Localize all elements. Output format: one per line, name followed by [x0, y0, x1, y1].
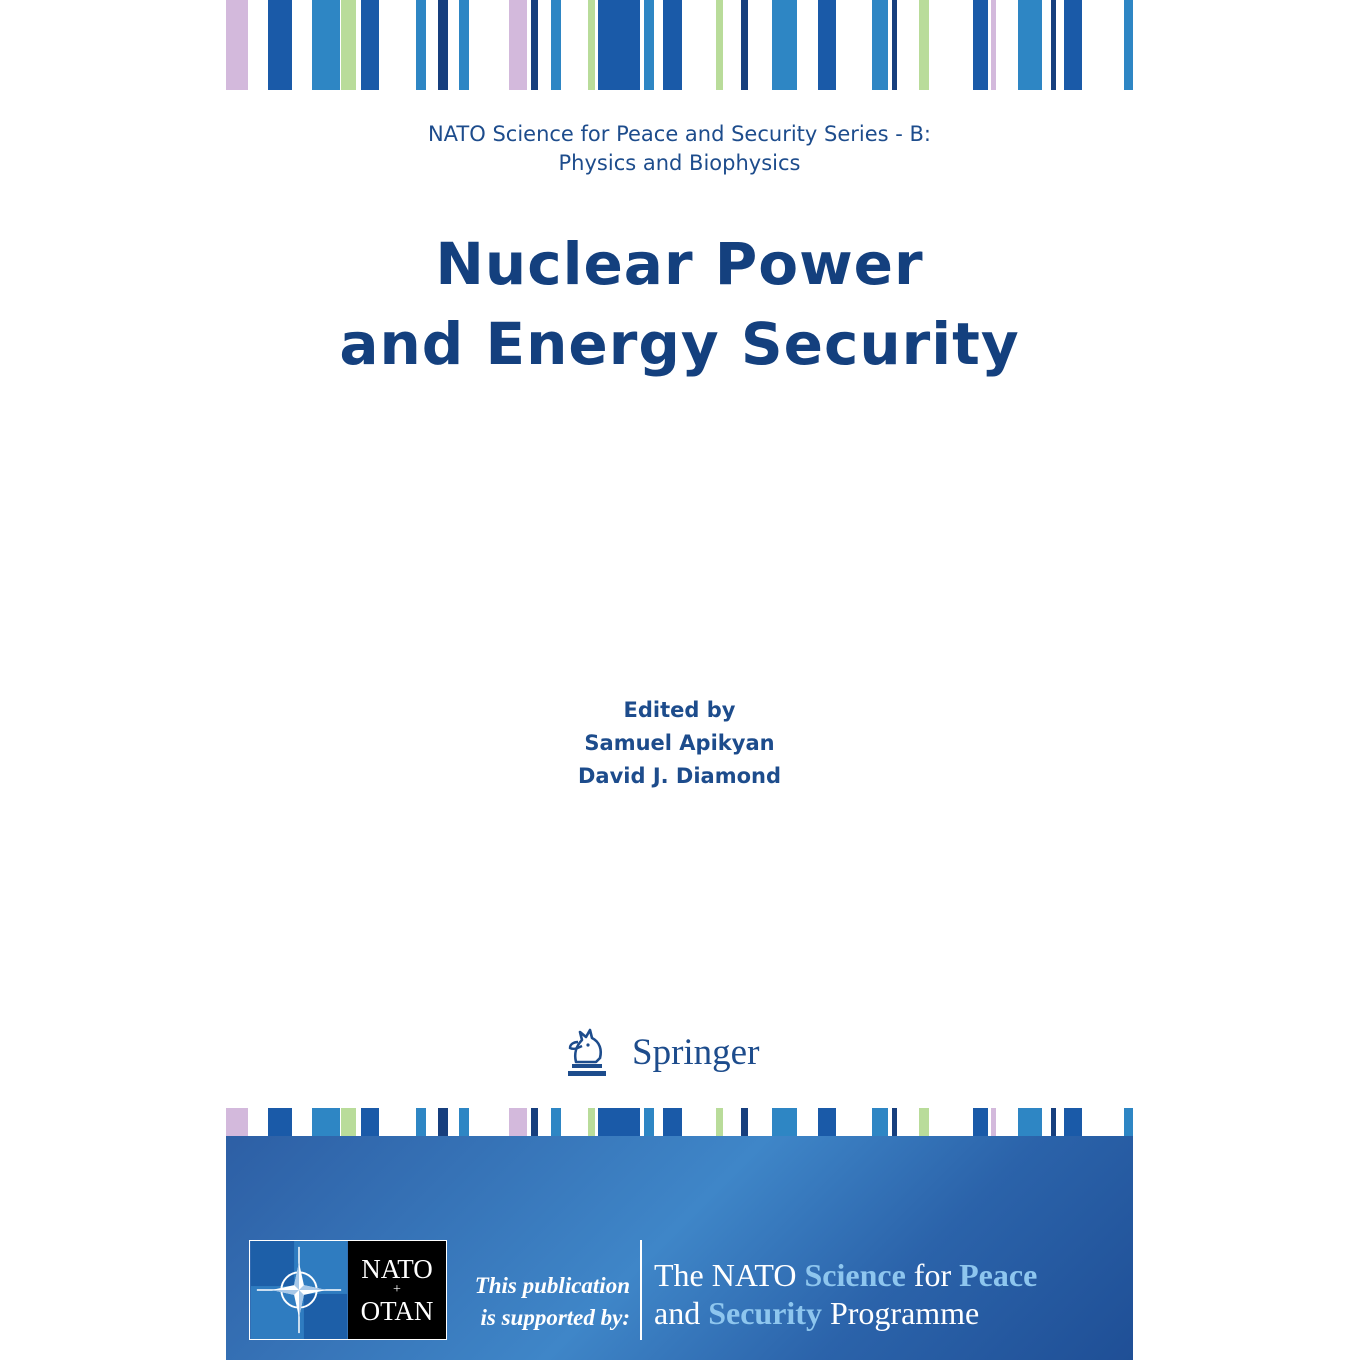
- decorative-stripe: [872, 0, 888, 90]
- programme-line-2: [654, 1294, 1037, 1332]
- decorative-stripe: [1124, 0, 1133, 90]
- programme-line-1: [654, 1256, 1037, 1294]
- programme-highlight-peace: Peace: [959, 1257, 1038, 1293]
- decorative-stripe: [1064, 1108, 1082, 1136]
- decorative-stripe: [1051, 0, 1056, 90]
- decorative-stripe: [598, 0, 640, 90]
- decorative-stripe: [226, 1108, 248, 1136]
- decorative-stripe: [818, 1108, 836, 1136]
- book-cover: [226, 0, 1133, 1360]
- decorative-stripe: [1051, 1108, 1056, 1136]
- decorative-stripe: [509, 0, 527, 90]
- decorative-stripe: [226, 0, 248, 90]
- decorative-stripe: [772, 1108, 797, 1136]
- decorative-stripe: [551, 1108, 561, 1136]
- support-line-1: This publication: [474, 1273, 630, 1298]
- support-line-2: is supported by:: [480, 1305, 630, 1330]
- publisher-logo: [564, 1024, 759, 1080]
- decorative-stripe: [973, 0, 988, 90]
- programme-text: for: [905, 1257, 960, 1293]
- decorative-stripe: [644, 1108, 654, 1136]
- decorative-stripe: [588, 0, 595, 90]
- decorative-stripe: [531, 0, 538, 90]
- programme-text: The NATO: [654, 1257, 805, 1293]
- nato-separator: +: [393, 1282, 401, 1297]
- decorative-stripe: [663, 0, 682, 90]
- decorative-stripe: [459, 1108, 469, 1136]
- editor-name: Samuel Apikyan: [584, 731, 775, 755]
- decorative-stripe: [341, 0, 356, 90]
- decorative-stripe: [509, 1108, 527, 1136]
- decorative-stripe: [741, 1108, 748, 1136]
- decorative-stripe: [663, 1108, 682, 1136]
- bottom-stripe-band: [226, 1108, 1133, 1136]
- editors-block: [226, 694, 1133, 793]
- decorative-stripe: [892, 1108, 897, 1136]
- decorative-stripe: [872, 1108, 888, 1136]
- decorative-stripe: [991, 0, 996, 90]
- decorative-stripe: [416, 0, 426, 90]
- decorative-stripe: [1064, 0, 1082, 90]
- decorative-stripe: [919, 0, 929, 90]
- decorative-stripe: [741, 0, 748, 90]
- decorative-stripe: [644, 0, 654, 90]
- decorative-stripe: [892, 0, 897, 90]
- programme-text: Programme: [821, 1295, 980, 1331]
- decorative-stripe: [268, 1108, 292, 1136]
- series-line-2: Physics and Biophysics: [558, 151, 801, 175]
- nato-banner: [226, 1136, 1133, 1360]
- decorative-stripe: [416, 1108, 426, 1136]
- otan-text: OTAN: [360, 1296, 434, 1326]
- decorative-stripe: [1124, 1108, 1133, 1136]
- decorative-stripe: [361, 0, 379, 90]
- nato-otan-logo: [249, 1240, 447, 1340]
- edited-by-label: Edited by: [623, 698, 736, 722]
- programme-highlight-science: Science: [804, 1257, 906, 1293]
- decorative-stripe: [268, 0, 292, 90]
- compass-star-icon: [250, 1241, 348, 1339]
- programme-text: and: [654, 1295, 709, 1331]
- decorative-stripe: [919, 1108, 929, 1136]
- decorative-stripe: [438, 1108, 448, 1136]
- decorative-stripe: [598, 1108, 640, 1136]
- series-line-1: NATO Science for Peace and Security Series - B:: [427, 122, 932, 146]
- decorative-stripe: [991, 1108, 996, 1136]
- support-statement: [474, 1270, 630, 1334]
- decorative-stripe: [772, 0, 797, 90]
- decorative-stripe: [438, 0, 448, 90]
- decorative-stripe: [716, 0, 723, 90]
- decorative-stripe: [531, 1108, 538, 1136]
- banner-divider: [640, 1240, 642, 1340]
- decorative-stripe: [361, 1108, 379, 1136]
- decorative-stripe: [588, 1108, 595, 1136]
- decorative-stripe: [551, 0, 561, 90]
- series-title: [226, 120, 1133, 178]
- chess-knight-icon: [564, 1024, 610, 1080]
- publisher-name: Springer: [632, 1031, 760, 1073]
- decorative-stripe: [312, 0, 340, 90]
- nato-wordmark: [348, 1241, 446, 1339]
- decorative-stripe: [1018, 1108, 1042, 1136]
- title-line-2: and Energy Security: [339, 310, 1020, 378]
- editor-name: David J. Diamond: [577, 764, 782, 788]
- nato-text: NATO: [361, 1254, 433, 1284]
- book-title: [226, 224, 1133, 384]
- decorative-stripe: [1018, 0, 1042, 90]
- decorative-stripe: [312, 1108, 340, 1136]
- decorative-stripe: [973, 1108, 988, 1136]
- decorative-stripe: [341, 1108, 356, 1136]
- title-line-1: Nuclear Power: [435, 230, 924, 298]
- decorative-stripe: [459, 0, 469, 90]
- top-stripe-band: [226, 0, 1133, 90]
- programme-name: [654, 1256, 1037, 1332]
- decorative-stripe: [818, 0, 836, 90]
- programme-highlight-security: Security: [708, 1295, 822, 1331]
- decorative-stripe: [716, 1108, 723, 1136]
